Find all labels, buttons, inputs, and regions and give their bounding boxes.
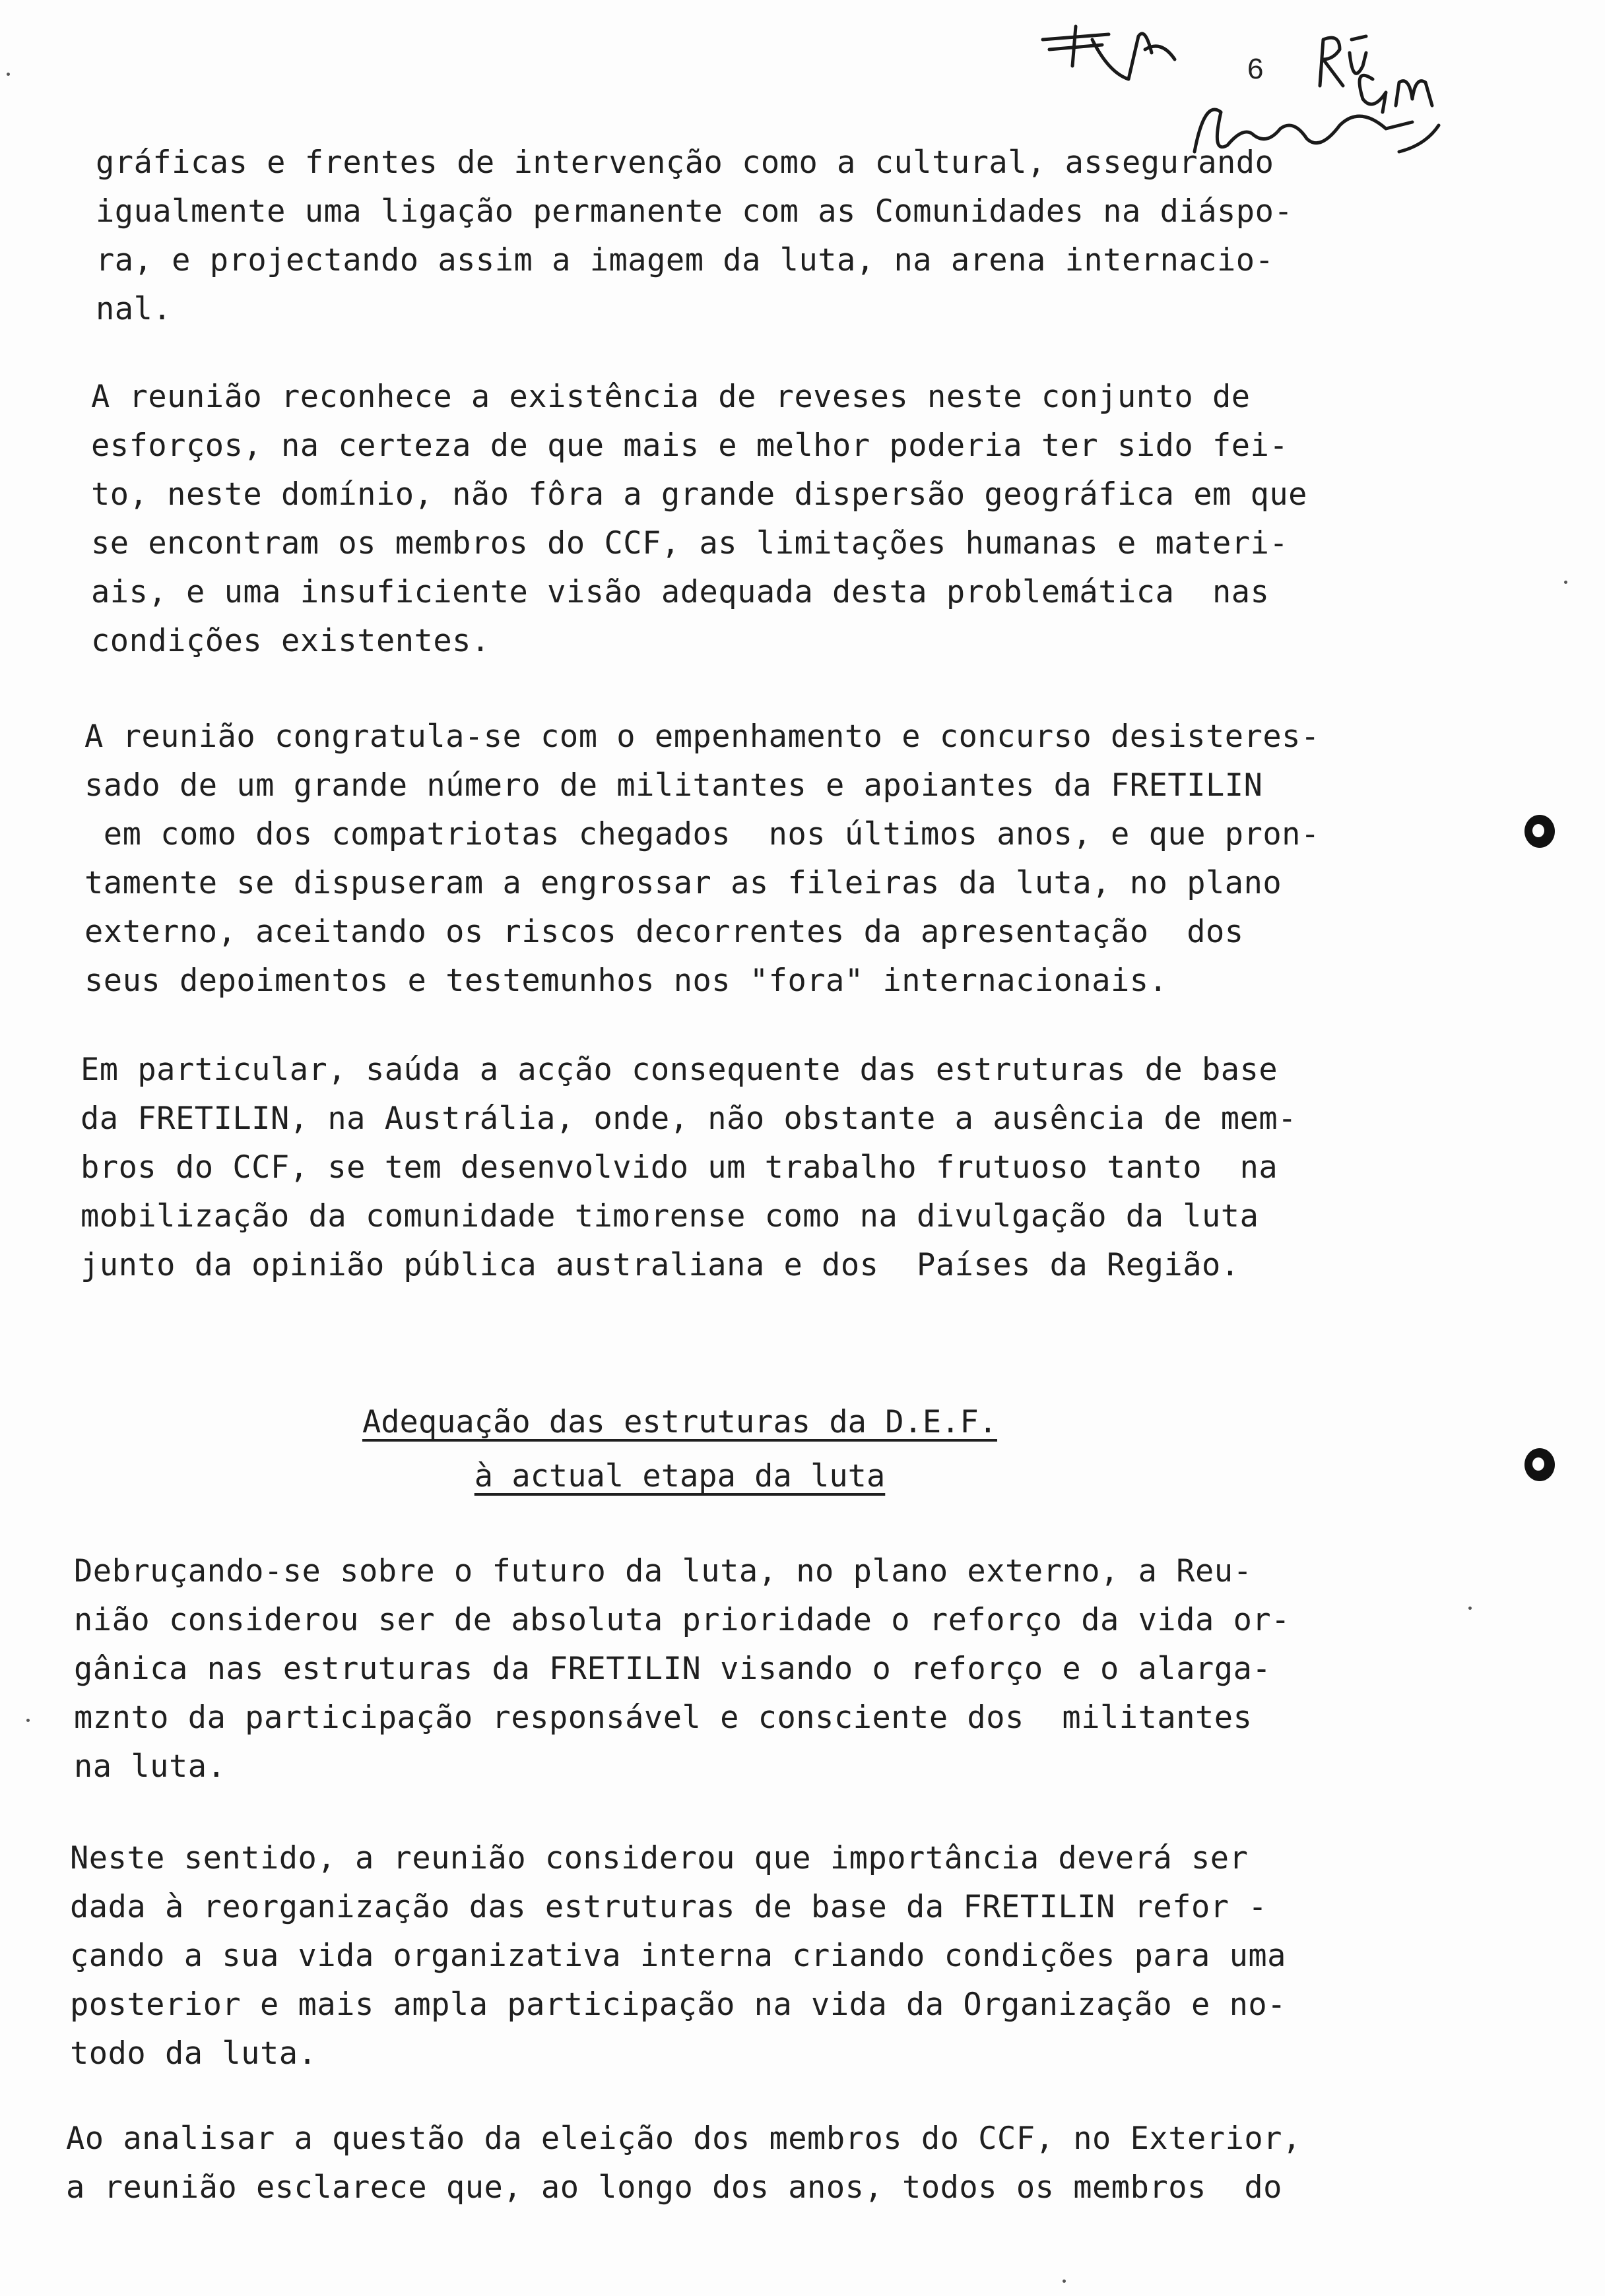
section-heading-text: Adequação das estruturas da D.E.F. xyxy=(362,1404,998,1440)
text-line: nal. xyxy=(96,291,172,327)
text-line: em como dos compatriotas chegados nos últimos anos, e que pron- xyxy=(84,816,1320,852)
text-line: junto da opinião pública australiana e dos Países da Região. xyxy=(81,1247,1240,1283)
text-line: na luta. xyxy=(74,1748,226,1785)
punch-hole-icon xyxy=(1524,1448,1555,1481)
text-line: Em particular, saúda a acção consequente das estruturas de base xyxy=(81,1052,1278,1088)
text-line: esforços, na certeza de que mais e melhor poderia ter sido fei- xyxy=(91,428,1289,464)
text-line: externo, aceitando os riscos decorrentes da apresentação dos xyxy=(84,914,1244,950)
scan-speck xyxy=(1564,581,1567,584)
section-heading xyxy=(330,1395,1030,1504)
text-line: sado de um grande número de militantes e apoiantes da FRETILIN xyxy=(84,767,1263,804)
paragraph-7 xyxy=(66,2115,1399,2212)
paragraph-2 xyxy=(91,373,1424,666)
text-line: A reunião congratula-se com o empenhamento e concurso desisteres- xyxy=(84,718,1320,755)
text-line: condições existentes. xyxy=(91,623,490,659)
text-line: Debruçando-se sobre o futuro da luta, no plano externo, a Reu- xyxy=(74,1553,1253,1589)
text-line: Ao analisar a questão da eleição dos membros do CCF, no Exterior, xyxy=(66,2121,1301,2157)
text-line: se encontram os membros do CCF, as limitações humanas e materi- xyxy=(91,525,1289,561)
text-line: bros do CCF, se tem desenvolvido um trabalho frutuoso tanto na xyxy=(81,1149,1278,1186)
text-line: çando a sua vida organizativa interna criando condições para uma xyxy=(70,1938,1286,1974)
text-line: to, neste domínio, não fôra a grande dispersão geográfica em que xyxy=(91,476,1307,513)
scan-speck xyxy=(26,1719,30,1722)
paragraph-5 xyxy=(74,1547,1407,1791)
text-line: mznto da participação responsável e consciente dos militantes xyxy=(74,1700,1253,1736)
section-heading-text: à actual etapa da luta xyxy=(474,1458,886,1494)
text-line: ra, e projectando assim a imagem da luta, na arena internacio- xyxy=(96,242,1274,278)
section-heading-line-2 xyxy=(330,1450,1030,1504)
text-line: a reunião esclarece que, ao longo dos anos, todos os membros do xyxy=(66,2169,1282,2206)
scan-speck xyxy=(7,73,10,76)
text-line: dada à reorganização das estruturas de base da FRETILIN refor - xyxy=(70,1889,1268,1925)
paragraph-4 xyxy=(81,1046,1414,1290)
text-line: tamente se dispuseram a engrossar as fileiras da luta, no plano xyxy=(84,865,1282,901)
text-line: mobilização da comunidade timorense como na divulgação da luta xyxy=(81,1198,1259,1234)
text-line: seus depoimentos e testemunhos nos "fora" internacionais. xyxy=(84,963,1168,999)
text-line: ais, e uma insuficiente visão adequada desta problemática nas xyxy=(91,574,1270,610)
text-line: da FRETILIN, na Austrália, onde, não obstante a ausência de mem- xyxy=(81,1100,1297,1137)
page-number: 6 xyxy=(1247,53,1264,85)
paragraph-6 xyxy=(70,1834,1403,2078)
text-line: gráficas e frentes de intervenção como a cultural, assegurando xyxy=(96,144,1274,181)
text-line: todo da luta. xyxy=(70,2035,317,2072)
paragraph-1 xyxy=(96,139,1429,334)
text-line: Neste sentido, a reunião considerou que importância deverá ser xyxy=(70,1840,1249,1876)
section-heading-line-1 xyxy=(330,1395,1030,1450)
scan-speck xyxy=(1468,1607,1472,1610)
text-line: gânica nas estruturas da FRETILIN visando o reforço e o alarga- xyxy=(74,1651,1272,1687)
text-line: posterior e mais ampla participação na vida da Organização e no- xyxy=(70,1987,1286,2023)
punch-hole-icon xyxy=(1524,815,1555,848)
text-line: igualmente uma ligação permanente com as Comunidades na diáspo- xyxy=(96,193,1294,230)
scan-speck xyxy=(1063,2280,1066,2283)
text-line: A reunião reconhece a existência de reveses neste conjunto de xyxy=(91,379,1251,415)
text-line: nião considerou ser de absoluta prioridade o reforço da vida or- xyxy=(74,1602,1290,1638)
paragraph-3 xyxy=(84,713,1418,1005)
